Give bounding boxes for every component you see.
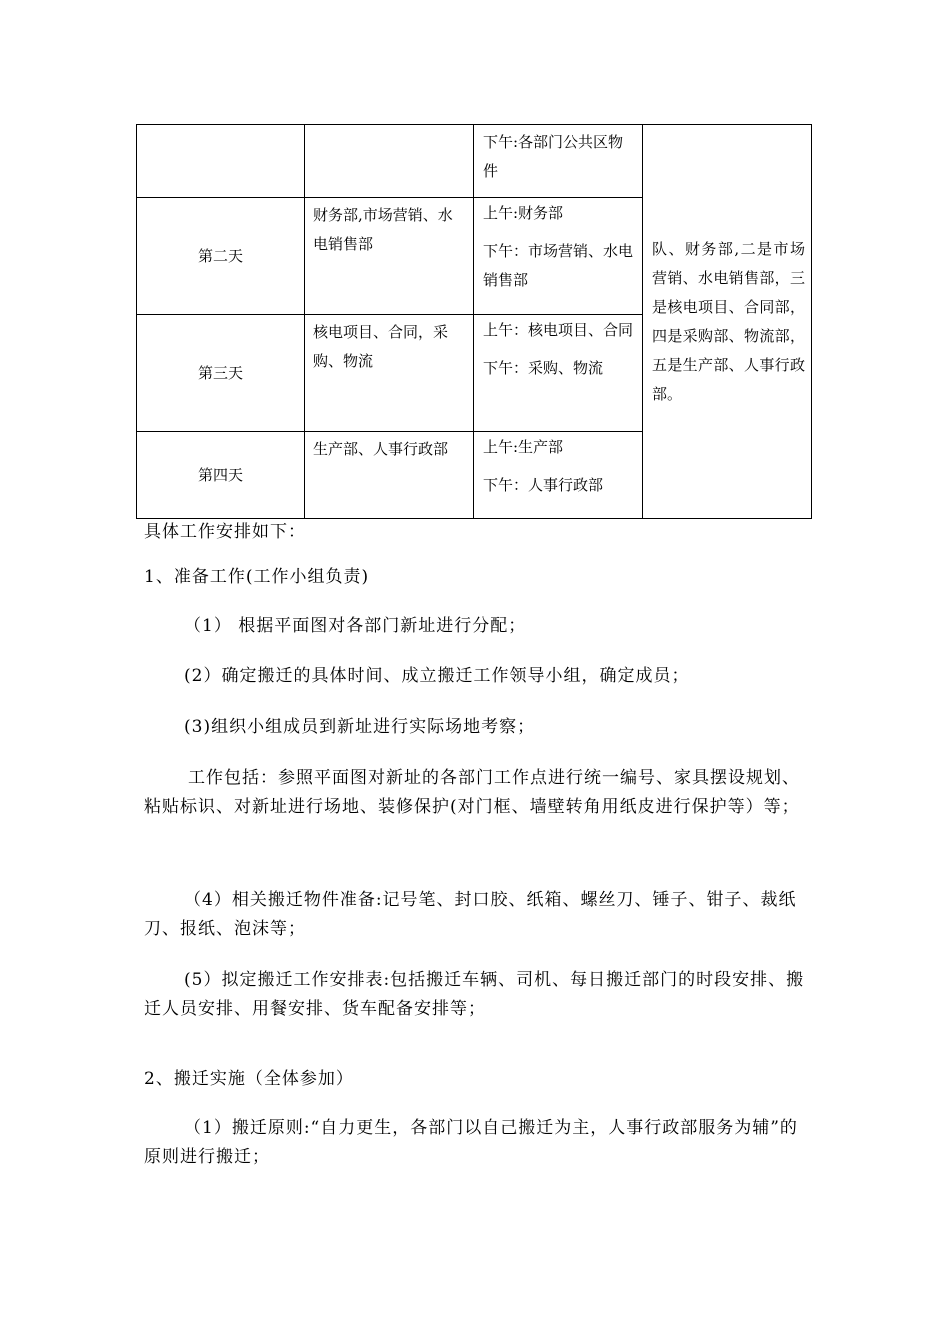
time-line: 上午：核电项目、合同 [483,321,634,339]
dept-cell: 生产部、人事行政部 [305,432,474,519]
time-cell [474,315,643,432]
paragraph: (3)组织小组成员到新址进行实际场地考察； [184,717,536,737]
paragraph: 工作包括：参照平面图对新址的各部门工作点进行统一编号、家具摆设规划、粘贴标识、对新址进行场地、装修保护(对门框、墙壁转角用纸皮进行保护等）等； [144,768,800,817]
time-cell [474,125,643,198]
time-line: 下午：人事行政部 [483,476,604,494]
day-cell: 第二天 [137,198,305,315]
time-cell [474,432,643,519]
time-line: 下午:各部门公共区物件 [483,133,624,180]
day-cell [137,125,305,198]
intro-text: 具体工作安排如下： [144,522,306,542]
dept-cell [305,125,474,198]
time-line: 上午:生产部 [483,438,564,456]
section-heading: 2、搬迁实施（全体参加） [144,1069,354,1089]
time-line: 下午：采购、物流 [483,359,604,377]
paragraph: (5）拟定搬迁工作安排表:包括搬迁车辆、司机、每日搬迁部门的时段安排、搬迁人员安排、用餐安排、货车配备安排等； [144,970,805,1019]
paragraph: （1）搬迁原则:“自力更生，各部门以自己搬迁为主，人事行政部服务为辅”的原则进行搬迁； [144,1118,798,1167]
time-cell [474,198,643,315]
dept-cell: 核电项目、合同，采购、物流 [305,315,474,432]
section-heading: 1、准备工作(工作小组负责) [144,567,370,587]
time-line: 下午：市场营销、水电销售部 [483,242,634,289]
paragraph: （4）相关搬迁物件准备:记号笔、封口胶、纸箱、螺丝刀、锤子、钳子、裁纸刀、报纸、泡沫等； [144,890,797,939]
dept-cell: 财务部,市场营销、水电销售部 [305,198,474,315]
day-cell: 第四天 [137,432,305,519]
paragraph: （1） 根据平面图对各部门新址进行分配； [184,616,527,636]
schedule-table [136,124,812,519]
time-line: 上午:财务部 [483,204,564,222]
paragraph: (2）确定搬迁的具体时间、成立搬迁工作领导小组，确定成员； [184,666,690,686]
table-row [137,125,812,198]
note-cell: 队、财务部,二是市场营销、水电销售部，三是核电项目、合同部，四是采购部、物流部，五是生产部、人事行政部。 [643,125,812,519]
day-cell: 第三天 [137,315,305,432]
